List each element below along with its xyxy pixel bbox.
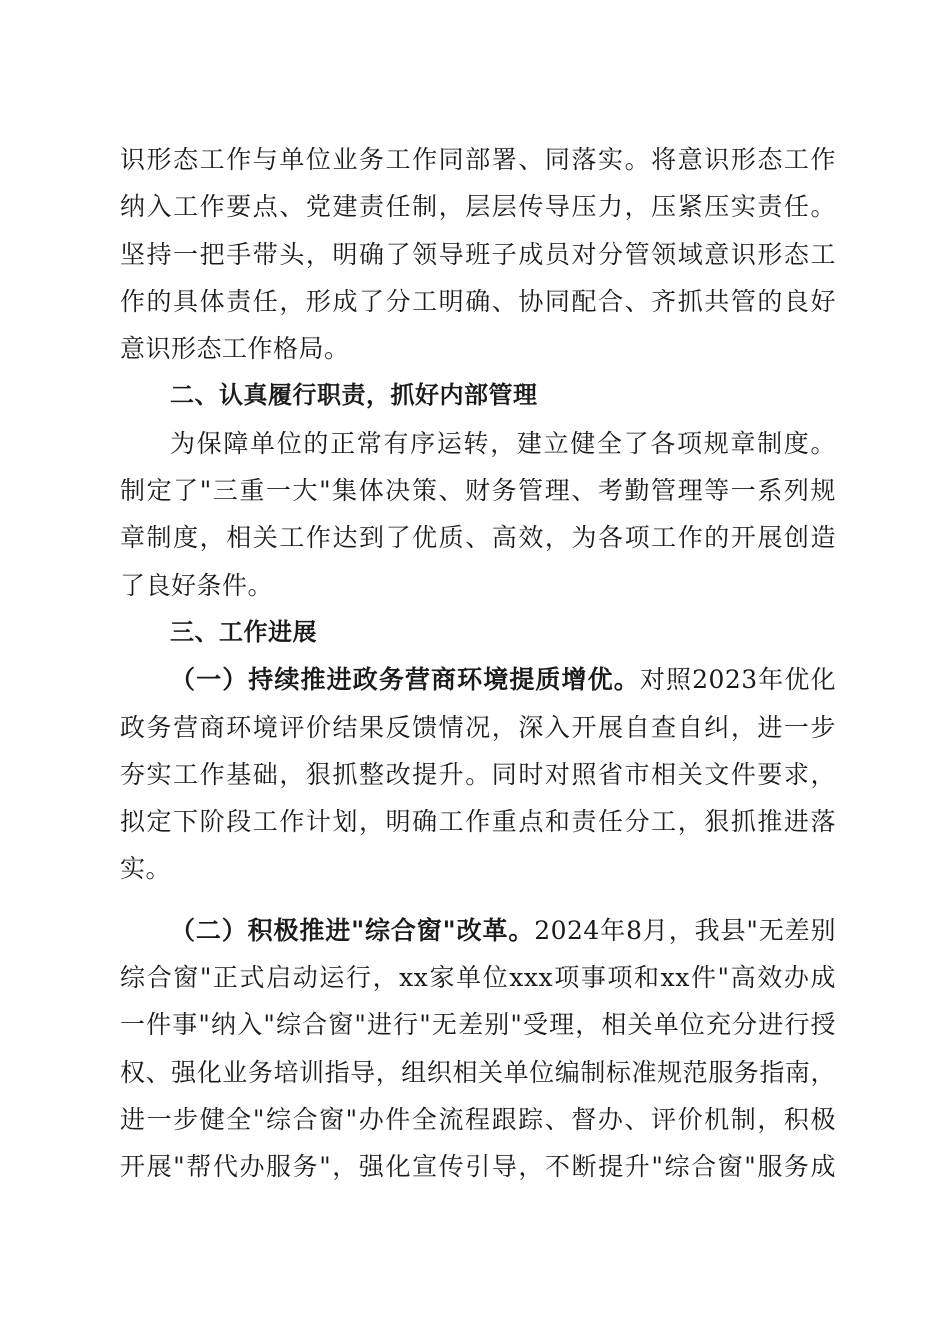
section-1-continuation <box>120 136 836 372</box>
section-2-heading: 二、认真履行职责，抓好内部管理 <box>170 381 538 410</box>
item-2-title: （二）积极推进"综合窗"改革。 <box>170 915 535 945</box>
paragraph-line: 拟定下阶段工作计划，明确工作重点和责任分工，狠抓推进落 <box>120 807 836 837</box>
paragraph-line: 意识形态工作格局。 <box>120 334 350 364</box>
paragraph-spacing <box>120 893 836 907</box>
paragraph-line <box>120 656 836 703</box>
section-2-paragraph <box>120 420 836 609</box>
section-3-item-1 <box>120 656 836 892</box>
item-1-title: （一）持续推进政务营商环境提质增优。 <box>170 665 640 695</box>
paragraph-line: 纳入工作要点、党建责任制，层层传导压力，压紧压实责任。 <box>120 192 836 222</box>
paragraph-line: 进一步健全"综合窗"办件全流程跟踪、督办、评价机制，积极 <box>120 1104 836 1134</box>
paragraph-line: 政务营商环境评价结果反馈情况，深入开展自查自纠，进一步 <box>120 712 836 742</box>
paragraph-line: 实。 <box>120 854 172 884</box>
paragraph-line: 一件事"纳入"综合窗"进行"无差别"受理，相关单位充分进行授 <box>120 1010 836 1040</box>
paragraph-line: 权、强化业务培训指导，组织相关单位编制标准规范服务指南， <box>120 1057 836 1087</box>
section-3-heading: 三、工作进展 <box>170 617 317 646</box>
paragraph-line <box>120 907 836 954</box>
paragraph-line: 综合窗"正式启动运行，xx家单位xxx项事项和xx件"高效办成 <box>120 963 836 993</box>
paragraph-line: 为保障单位的正常有序运转，建立健全了各项规章制度。 <box>170 428 836 458</box>
paragraph-line: 作的具体责任，形成了分工明确、协同配合、齐抓共管的良好 <box>120 286 836 316</box>
paragraph-line: 识形态工作与单位业务工作同部署、同落实。将意识形态工作 <box>120 145 836 174</box>
item-1-first-line-text: 对照2023年优化 <box>639 665 836 695</box>
paragraph-line: 坚持一把手带头，明确了领导班子成员对分管领域意识形态工 <box>120 239 836 269</box>
paragraph-line: 夯实工作基础，狠抓整改提升。同时对照省市相关文件要求， <box>120 759 836 789</box>
section-3-item-2 <box>120 907 836 1191</box>
paragraph-line: 了良好条件。 <box>120 570 274 600</box>
item-2-first-line-text: 2024年8月，我县"无差别 <box>534 915 836 945</box>
paragraph-line: 章制度，相关工作达到了优质、高效，为各项工作的开展创造 <box>120 523 836 553</box>
document-body <box>120 136 836 1191</box>
paragraph-line: 开展"帮代办服务"，强化宣传引导，不断提升"综合窗"服务成 <box>120 1152 836 1182</box>
paragraph-line: 制定了"三重一大"集体决策、财务管理、考勤管理等一系列规 <box>120 476 836 506</box>
